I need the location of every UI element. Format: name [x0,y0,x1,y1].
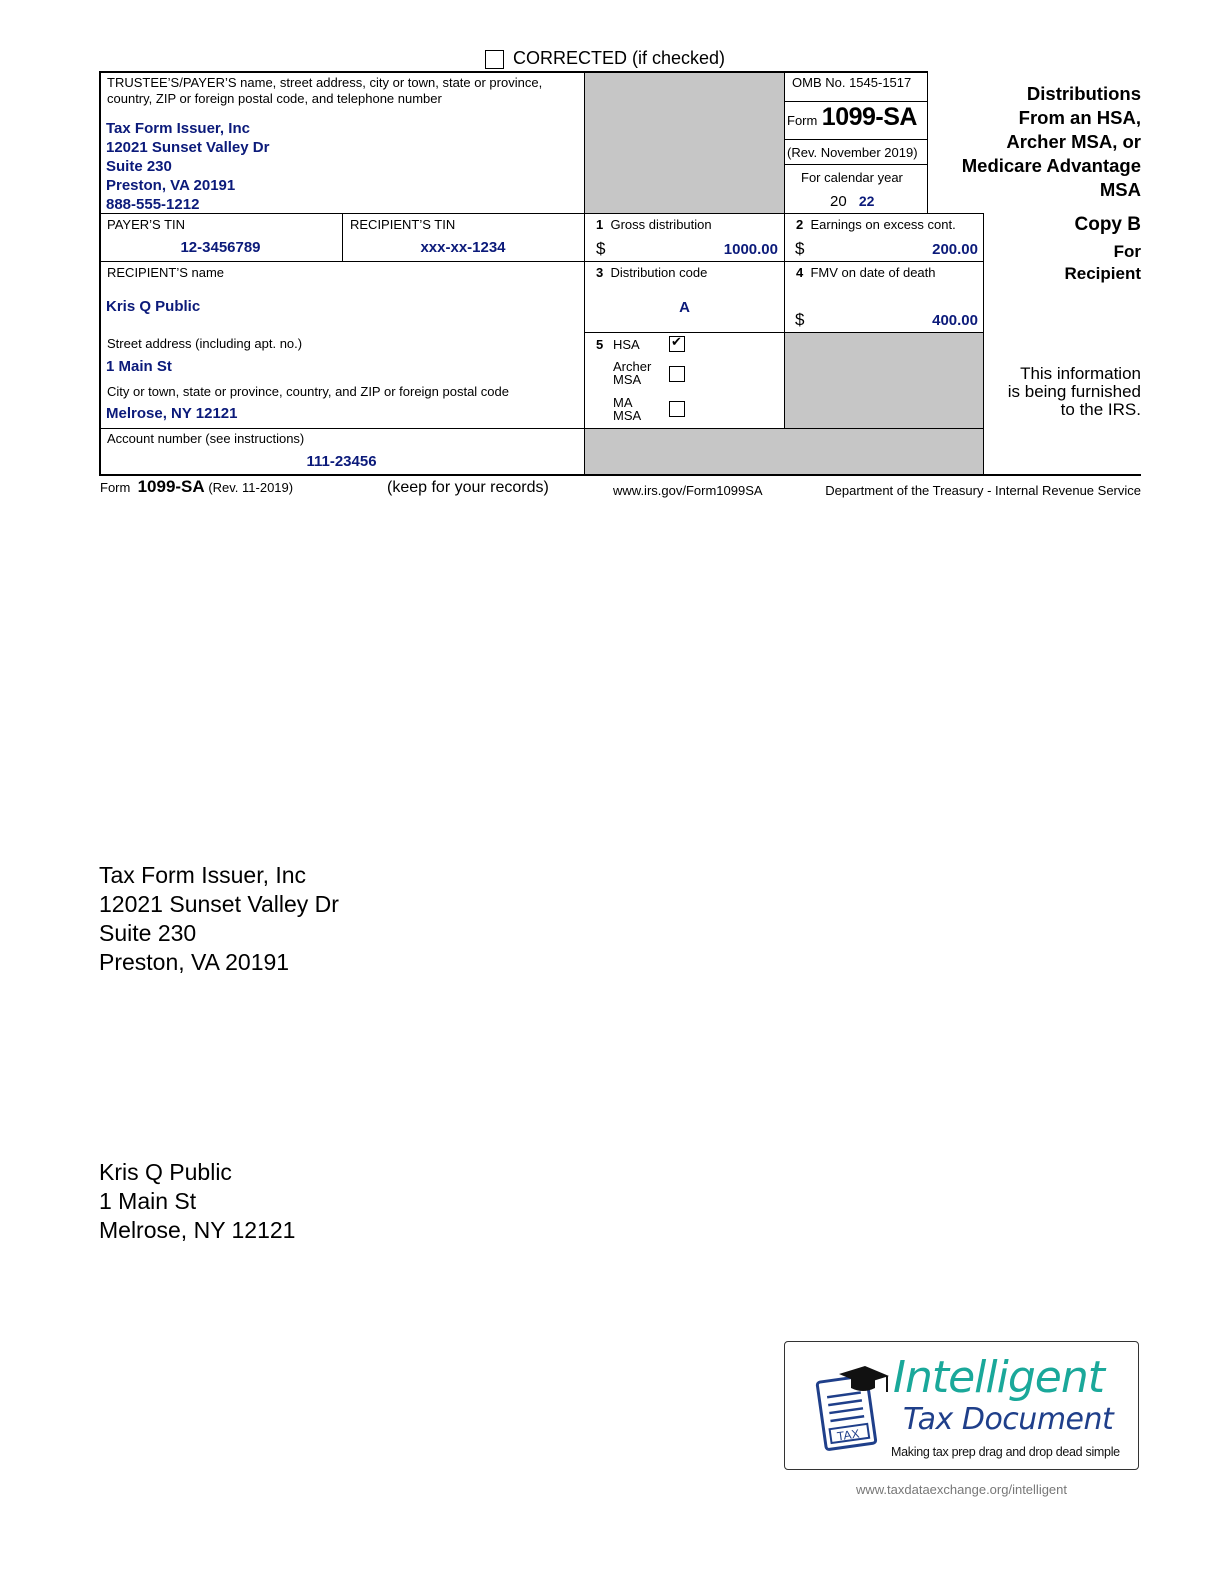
footer-rev: (Rev. 11-2019) [208,480,294,495]
title-line: Medicare Advantage [961,155,1141,176]
form-left-border [99,71,101,476]
shaded-area-mid [785,333,984,428]
ma-label-2: MSA [613,408,642,423]
street-label: Street address (including apt. no.) [107,336,303,351]
box5-number: 5 [596,337,604,352]
box2-dollar: $ [795,239,805,258]
payer-phone: 888-555-1212 [106,196,200,213]
divider [927,72,928,214]
divider [785,139,927,140]
archer-msa-checkbox[interactable] [669,366,685,382]
box4-value: 400.00 [932,312,978,329]
year-suffix: 22 [858,193,875,209]
for-recipient-2: Recipient [1064,264,1141,283]
box3-number: 3 [596,265,604,280]
copy-b: Copy B [1074,214,1141,235]
sender-line: Tax Form Issuer, Inc [99,862,307,888]
form-number: 1099-SA [821,103,917,131]
box2-value: 200.00 [932,241,978,258]
payer-address [106,119,269,214]
recipient-line: Melrose, NY 12121 [99,1217,296,1243]
title-line: Distributions [1026,83,1141,104]
sender-line: Suite 230 [99,920,197,946]
logo-url[interactable]: www.taxdataexchange.org/intelligent [855,1482,1068,1497]
box4-label [796,265,936,281]
sender-address [99,861,339,977]
box4-text: FMV on date of death [810,265,936,280]
archer-label-2: MSA [613,372,642,387]
payer-suite: Suite 230 [106,158,172,175]
corrected-label: CORRECTED (if checked) [513,48,726,68]
recipient-name: Kris Q Public [106,298,201,315]
box1-label [596,217,712,233]
account-label: Account number (see instructions) [107,431,305,446]
calendar-year-label: For calendar year [801,170,903,185]
recipient-line: Kris Q Public [99,1159,232,1185]
logo-line1: Intelligent [893,1352,1104,1403]
payer-label: TRUSTEE’S/PAYER’S name, street address, city or town, state or province, country, ZIP or foreign postal code, and telephone number [107,75,543,106]
box1-value: 1000.00 [723,241,778,258]
box1-dollar: $ [596,239,606,258]
form-prefix: Form [787,113,818,128]
info-line: to the IRS. [1060,400,1141,419]
info-line: This information [1020,364,1141,383]
calendar-year [830,193,874,210]
box3-text: Distribution code [610,265,708,280]
logo-line2: Tax Document [903,1402,1114,1437]
city-value: Melrose, NY 12121 [106,405,238,422]
divider [784,214,785,428]
divider [785,101,927,102]
recipient-line: 1 Main St [99,1188,197,1214]
revision: (Rev. November 2019) [787,145,918,160]
omb-number: OMB No. 1545-1517 [792,75,912,90]
footer-url: www.irs.gov/Form1099SA [613,483,763,498]
intelligent-tax-document-logo [784,1341,1139,1470]
recipient-tin-label: RECIPIENT’S TIN [350,217,456,232]
box1-number: 1 [596,217,604,232]
for-recipient-1: For [1113,242,1141,261]
ma-msa-checkbox[interactable] [669,401,685,417]
title-line: Archer MSA, or [1006,131,1141,152]
footer-number: 1099-SA [137,477,205,496]
info-text [985,365,1141,419]
title-line: MSA [1099,179,1141,200]
divider [585,332,984,333]
recipient-tin: xxx-xx-1234 [420,239,506,256]
sender-line: 12021 Sunset Valley Dr [99,891,339,917]
divider [785,164,927,165]
form-top-border [99,71,928,73]
info-line: is being furnished [1007,382,1141,401]
recipient-name-label: RECIPIENT’S name [107,265,225,280]
payer-tin: 12-3456789 [180,239,261,256]
box2-number: 2 [796,217,804,232]
hsa-checkbox[interactable] [669,336,685,352]
footer-dept: Department of the Treasury - Internal Revenue Service [825,483,1141,498]
divider [99,428,984,429]
account-value: 111-23456 [306,453,377,470]
box2-label [796,217,956,233]
form-number-block [787,103,917,132]
divider [584,72,585,475]
ma-msa-label [613,396,641,422]
payer-street: 12021 Sunset Valley Dr [106,139,270,156]
box2-text: Earnings on excess cont. [810,217,956,232]
archer-label-1: Archer [613,359,652,374]
city-label: City or town, state or province, country, and ZIP or foreign postal code [107,384,509,399]
ma-label-1: MA [613,395,633,410]
footer-form: Form [100,480,131,495]
form-title [935,82,1141,202]
divider [983,214,984,475]
logo-tagline: Making tax prep drag and drop dead simple [891,1445,1120,1459]
box3-label [596,265,707,281]
sender-line: Preston, VA 20191 [99,949,290,975]
divider [784,72,785,214]
box1-text: Gross distribution [610,217,712,232]
year-prefix: 20 [830,193,847,210]
box3-value: A [679,299,690,316]
box4-number: 4 [796,265,804,280]
footer-keep: (keep for your records) [387,479,549,496]
corrected-checkbox[interactable] [485,50,504,69]
shaded-area-bottom [585,429,984,475]
title-line: From an HSA, [1018,107,1141,128]
form-bottom-border [99,474,1141,476]
logo-icon-text: TAX [836,1426,861,1444]
form-footer [100,477,293,497]
divider [99,261,984,262]
payer-city: Preston, VA 20191 [106,177,236,194]
street-value: 1 Main St [106,358,172,375]
payer-tin-label: PAYER’S TIN [107,217,186,232]
archer-msa-label [613,360,651,386]
box4-dollar: $ [795,310,805,329]
recipient-address [99,1158,295,1245]
hsa-label: HSA [613,337,640,352]
payer-name: Tax Form Issuer, Inc [106,120,250,137]
shaded-area-top [585,72,784,214]
